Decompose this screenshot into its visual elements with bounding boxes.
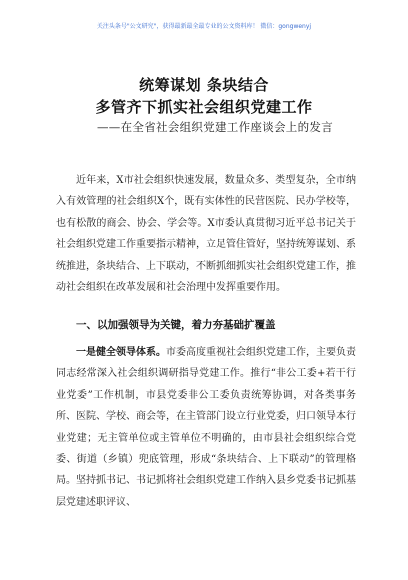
document-title-line2: 多管齐下抓实社会组织党建工作: [95, 98, 313, 116]
section-1-text: 市委高度重视社会组织党建工作，主要负责同志经常深入社会组织调研指导党建工作。推行“非公工委+若干行业党委”工作机制，市县党委非公工委负责统筹协调，对各类事务所、医院、学校、商会等，在主管部门设立行业党委，归口领导本行业党建；无主管单位或主管单位不明确的，由市县社会组织综合党委、街道（乡镇）兜底管理，形成“条块结合、上下联动”的管理格局。坚持抓书记、书记抓将社会组织党建工作纳入县乡党委书记抓基层党建述职评议、: [56, 347, 356, 508]
section-1-lead: 一是健全领导体系。: [76, 347, 166, 358]
title-block: [0, 76, 408, 135]
document-title-line1: 统筹谋划 条块结合: [139, 76, 269, 94]
intro-section: [56, 170, 356, 298]
section-heading-1: 一、以加强领导为关键，着力夯基础扩覆盖: [76, 319, 276, 331]
intro-paragraph: 近年来，X市社会组织快速发展，数量众多、类型复杂，全市纳入有效管理的社会组织X个，既有实体性的民营医院、民办学校等，也有松散的商会、协会、学会等。X市委认真贯彻习近平总书记关于社会组织党建工作重要指示精神，立足管住管好，坚持统筹谋划、系统推进，条块结合、上下联动，不断抓细抓实社会组织党建工作，推动社会组织在改革发展和社会治理中发挥重要作用。: [56, 175, 356, 294]
document-subtitle: ——在全省社会组织党建工作座谈会上的发言: [97, 120, 333, 134]
section-1-body: [56, 342, 356, 513]
section-1-paragraph: [56, 342, 356, 513]
header-banner: 关注头条号"公文研究"，获得最新最全最专业的公文资料库！ 微信：gongwenyj: [96, 23, 312, 30]
